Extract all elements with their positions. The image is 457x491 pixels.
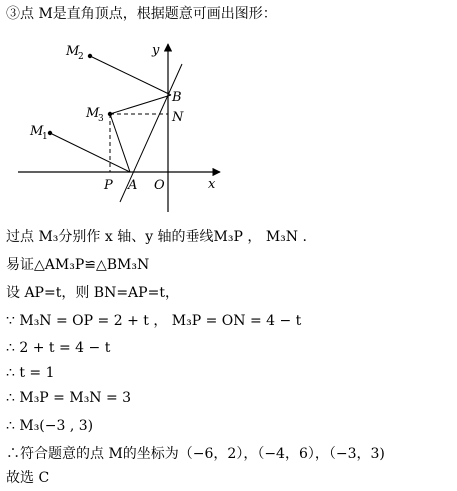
label-a: A xyxy=(128,178,138,193)
point-m1 xyxy=(48,131,52,135)
segment-m3-b xyxy=(110,95,171,114)
solution-line-5: ∴ 2 + t = 4 − t xyxy=(6,340,111,356)
point-m2 xyxy=(88,54,92,58)
label-y: y xyxy=(152,43,160,58)
label-p: P xyxy=(104,178,113,193)
label-m1-sub: 1 xyxy=(42,132,48,142)
label-m1: M xyxy=(30,124,44,139)
solution-line-6: ∴ t = 1 xyxy=(6,365,55,381)
solution-line-4: ∵ M₃N = OP = 2 + t ， M₃P = ON = 4 − t xyxy=(6,313,302,329)
label-o: O xyxy=(154,178,165,193)
solution-line-9: ∴符合题意的点 M的坐标为（−6，2），（−4，6），（−3，3) xyxy=(6,446,385,462)
label-m3: M xyxy=(86,106,100,121)
point-m3 xyxy=(108,112,112,116)
solution-line-8: ∴ M₃(−3 , 3) xyxy=(6,418,94,434)
solution-line-10: 故选 C xyxy=(6,470,50,486)
label-m2-sub: 2 xyxy=(78,52,84,62)
solution-line-2: 易证△AM₃P≌△BM₃N xyxy=(6,257,150,273)
intro-text: ③点 M是直角顶点，根据题意可画出图形： xyxy=(6,6,277,22)
solution-line-3: 设 AP=t，则 BN=AP=t， xyxy=(6,285,179,301)
label-m2: M xyxy=(66,44,80,59)
label-b: B xyxy=(172,90,182,105)
segment-m2-b xyxy=(90,56,171,95)
solution-line-1: 过点 M₃分别作 x 轴、y 轴的垂线M₃P ， M₃N . xyxy=(6,229,307,245)
label-m3-sub: 3 xyxy=(98,114,104,124)
solution-line-7: ∴ M₃P = M₃N = 3 xyxy=(6,390,132,406)
label-x: x xyxy=(208,177,216,192)
label-n: N xyxy=(172,110,184,125)
segment-m1-a xyxy=(50,133,130,172)
